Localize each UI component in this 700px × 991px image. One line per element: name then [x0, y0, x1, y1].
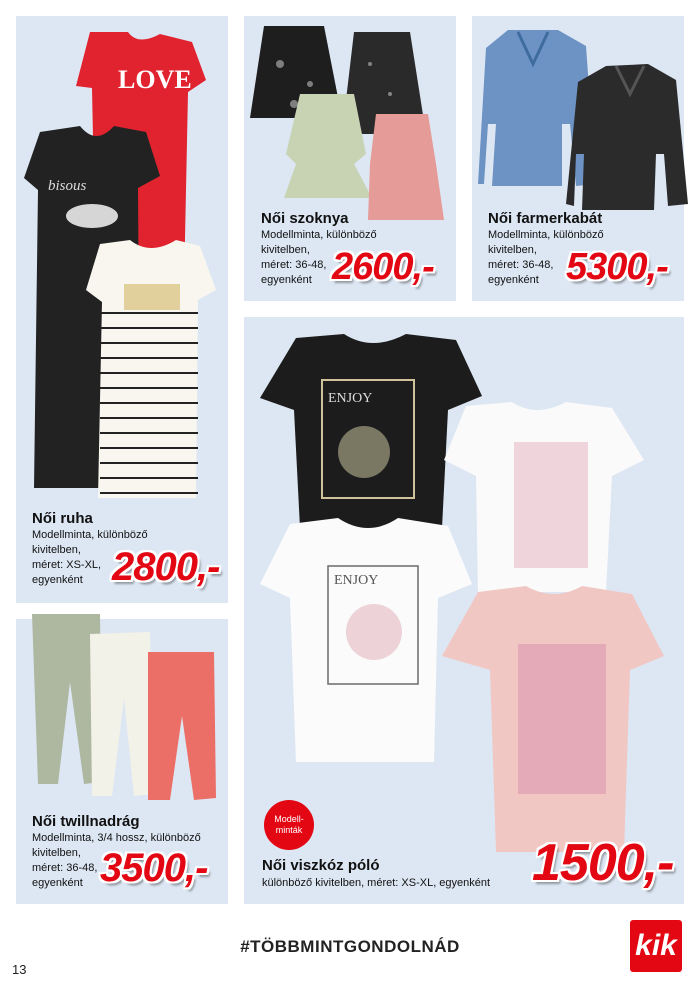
jacket-desc-line: méret: 36-48,: [488, 259, 554, 271]
skirt-image: [250, 24, 450, 214]
svg-text:ENJOY: ENJOY: [334, 573, 379, 588]
dress-desc-line: méret: XS-XL,: [32, 559, 102, 571]
trousers-desc-line: Modellminta, 3/4 hossz, különböző: [32, 832, 201, 844]
svg-text:ENJOY: ENJOY: [328, 391, 373, 406]
skirt-desc-line: méret: 36-48,: [261, 259, 327, 271]
trousers-title: Női twillnadrág: [32, 813, 140, 830]
jacket-price: 5300,-: [566, 246, 668, 288]
trousers-desc-line: méret: 36-48,: [32, 862, 98, 874]
skirt-desc-line: egyenként: [261, 274, 312, 286]
trousers-desc-line: kivitelben,: [32, 847, 81, 859]
model-patterns-badge: [264, 800, 314, 850]
logo-text: kik: [635, 929, 677, 962]
skirt-desc-line: Modellminta, különböző: [261, 229, 377, 241]
jacket-title: Női farmerkabát: [488, 210, 603, 227]
skirt-price: 2600,-: [332, 246, 434, 288]
dress-print-text: LOVE: [118, 65, 192, 94]
page-number: 13: [12, 962, 27, 977]
trousers-desc-line: egyenként: [32, 877, 83, 889]
trousers-price: 3500,-: [100, 846, 208, 890]
badge-line: Modell-: [274, 814, 304, 824]
jacket-desc-line: Modellminta, különböző: [488, 229, 604, 241]
jacket-desc-line: kivitelben,: [488, 244, 537, 256]
dress-image: [20, 28, 220, 508]
skirt-title: Női szoknya: [261, 210, 349, 227]
jacket-desc-line: egyenként: [488, 274, 539, 286]
dress-desc-line: kivitelben,: [32, 544, 81, 556]
tshirt-description: különböző kivitelben, méret: XS-XL, egyenként: [262, 877, 491, 889]
svg-text:bisous: bisous: [48, 178, 87, 194]
dress-title: Női ruha: [32, 510, 93, 527]
dress-desc-line: Modellminta, különböző: [32, 529, 148, 541]
footer-hashtag: #TÖBBMINTGONDOLNÁD: [240, 937, 460, 956]
tshirt-title: Női viszkóz póló: [262, 857, 380, 874]
tshirt-price: 1500,-: [532, 834, 674, 892]
kik-logo: [630, 920, 682, 972]
badge-line: minták: [275, 825, 303, 835]
skirt-desc-line: kivitelben,: [261, 244, 310, 256]
tshirt-image: [256, 332, 676, 852]
dress-price: 2800,-: [112, 545, 220, 589]
jacket-image: [478, 24, 678, 214]
trousers-image: [28, 612, 218, 812]
dress-desc-line: egyenként: [32, 574, 83, 586]
